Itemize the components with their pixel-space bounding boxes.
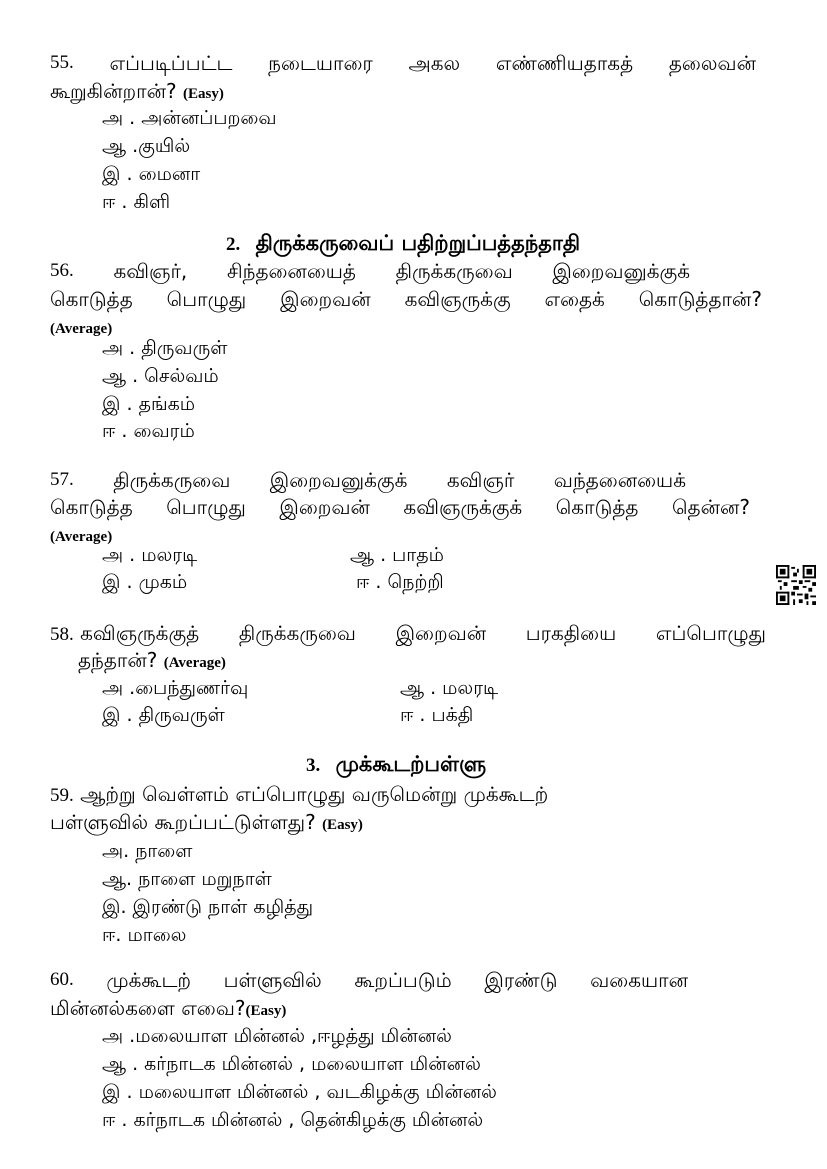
question-word: கொடுத்த	[50, 287, 133, 311]
question-word: பொழுது	[166, 287, 247, 311]
question-word: கவிஞருக்குக்	[403, 495, 523, 519]
question-number: 58.	[50, 624, 74, 645]
option-i: இ. இரண்டு நாள் கழித்து	[102, 896, 314, 918]
question-word: கூறப்படும்	[354, 968, 452, 992]
question-text: பள்ளுவில் கூறப்பட்டுள்ளது?	[50, 810, 316, 834]
question-word: எப்பொழுது	[655, 621, 766, 645]
option-a: அ . திருவருள்	[102, 337, 228, 359]
question-56-line-2	[50, 286, 762, 312]
option-i: இ . தங்கம்	[102, 393, 196, 415]
option-aa: ஆ . மலரடி	[400, 677, 499, 699]
option-i: இ . திருவருள்	[102, 704, 225, 726]
difficulty-tag: (Easy)	[322, 817, 363, 833]
difficulty-tag: (Easy)	[245, 1003, 287, 1019]
option-ii: ஈ . நெற்றி	[356, 571, 444, 593]
question-word: கவிஞர்	[446, 468, 515, 492]
question-word: இறைவனுக்குக்	[552, 259, 690, 283]
question-55-line-2	[50, 78, 224, 107]
option-ii: ஈ . கிளி	[102, 191, 171, 213]
section-title: முக்கூடற்பள்ளு	[335, 752, 487, 776]
question-word: கொடுத்தான்?	[638, 287, 762, 311]
question-number: 60.	[50, 969, 74, 990]
question-text: மின்னல்களை எவை?	[50, 996, 246, 1020]
option-ii: ஈ. மாலை	[102, 924, 187, 946]
option-i: இ . முகம்	[102, 571, 188, 593]
question-60-line-1	[50, 967, 688, 993]
option-ii: ஈ . கர்நாடக மின்னல் , தென்கிழக்கு மின்னல்	[102, 1109, 484, 1131]
qr-code-icon	[776, 565, 816, 605]
question-59-line-2	[50, 809, 363, 838]
option-aa: ஆ. நாளை மறுநாள்	[102, 868, 272, 890]
section-heading	[226, 229, 580, 259]
question-word: இறைவன்	[395, 621, 487, 645]
option-a: அ. நாளை	[102, 840, 193, 862]
question-word: திருக்கருவை	[238, 621, 356, 645]
question-word: எதைக்	[544, 287, 605, 311]
question-text: தந்தான்?	[78, 648, 158, 672]
question-number: 55.	[50, 52, 74, 73]
question-word: முக்கூடற்	[106, 968, 191, 992]
question-word: சிந்தனையைத்	[226, 259, 356, 283]
question-55-line-1	[50, 50, 756, 76]
question-word: பொழுது	[166, 495, 246, 519]
option-aa: ஆ . பாதம்	[350, 544, 444, 566]
question-word: திருக்கருவை	[395, 259, 513, 283]
option-a: அ . மலரடி	[102, 544, 198, 566]
section-number: 3.	[306, 755, 321, 776]
question-59-line-1	[50, 781, 548, 809]
question-word: திருக்கருவை	[113, 468, 231, 492]
option-i: இ . மைனா	[102, 163, 201, 185]
option-ii: ஈ . வைரம்	[102, 420, 195, 442]
question-word: எண்ணியதாகத்	[495, 51, 634, 75]
section-title: திருக்கருவைப் பதிற்றுப்பத்தந்தாதி	[255, 231, 581, 255]
difficulty-tag: (Average)	[50, 529, 113, 545]
question-word: இறைவன்	[280, 287, 371, 311]
option-aa: ஆ . கர்நாடக மின்னல் , மலையாள மின்னல்	[102, 1053, 481, 1075]
question-57-line-2	[50, 494, 750, 520]
question-word: கவிஞர்,	[113, 259, 188, 283]
question-word: வகையான	[590, 968, 688, 992]
question-text: ஆற்று வெள்ளம் எப்பொழுது வருமென்று முக்கூடற்	[80, 782, 549, 806]
difficulty-tag: (Easy)	[183, 86, 224, 102]
question-60-line-2	[50, 995, 286, 1024]
question-58-line-2	[78, 647, 226, 676]
question-word: அகல	[408, 51, 461, 75]
question-word: கொடுத்த	[50, 495, 133, 519]
question-word: பரகதியை	[525, 621, 617, 645]
question-lead	[50, 620, 199, 648]
option-a: அ .மலையாள மின்னல் ,ஈழத்து மின்னல்	[102, 1025, 452, 1047]
question-word: வந்தனையைக்	[553, 468, 686, 492]
option-aa: ஆ . செல்வம்	[102, 365, 219, 387]
question-word: கவிஞருக்கு	[404, 287, 511, 311]
question-word: கொடுத்த	[555, 495, 639, 519]
option-i: இ . மலையாள மின்னல் , வடகிழக்கு மின்னல்	[102, 1081, 497, 1103]
question-number: 56.	[50, 260, 74, 281]
question-58-line-1	[50, 620, 766, 648]
option-aa: ஆ .குயில்	[102, 135, 191, 157]
question-text: கூறுகின்றான்?	[50, 79, 177, 103]
question-word: இரண்டு	[484, 968, 558, 992]
question-word: பள்ளுவில்	[223, 968, 322, 992]
option-ii: ஈ . பக்தி	[400, 704, 474, 726]
question-57-line-1	[50, 467, 686, 493]
question-word: தென்ன?	[671, 495, 750, 519]
question-number: 59.	[50, 785, 74, 806]
question-word: இறைவன்	[279, 495, 370, 519]
difficulty-tag: (Average)	[163, 655, 226, 671]
question-number: 57.	[50, 469, 74, 490]
question-word: நடையாரை	[268, 51, 373, 75]
option-a: அ .பைந்துணர்வு	[102, 677, 249, 699]
question-word: இறைவனுக்குக்	[269, 468, 408, 492]
option-a: அ . அன்னப்பறவை	[102, 107, 277, 129]
question-word: தலைவன்	[668, 51, 756, 75]
question-word: எப்படிப்பட்ட	[109, 51, 233, 75]
question-56-line-1	[50, 258, 690, 284]
section-heading	[306, 750, 486, 780]
question-word: கவிஞருக்குத்	[80, 621, 200, 645]
difficulty-tag: (Average)	[50, 321, 113, 337]
section-number: 2.	[226, 234, 241, 255]
